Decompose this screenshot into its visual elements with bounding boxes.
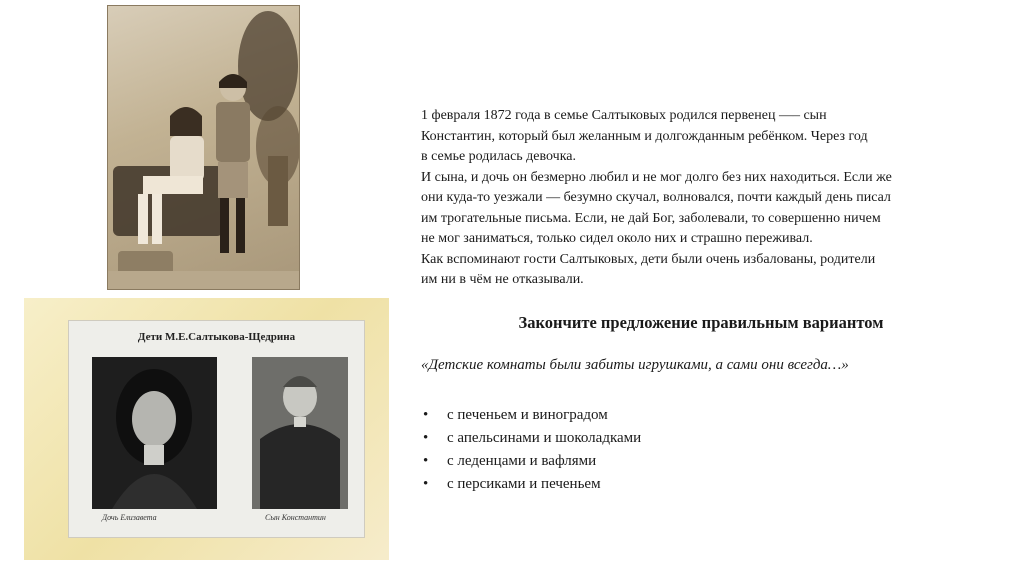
- answer-options: [421, 404, 641, 496]
- answer-option[interactable]: • с леденцами и вафлями: [421, 450, 641, 473]
- answer-option[interactable]: • с печеньем и виноградом: [421, 404, 641, 427]
- caption-daughter: Дочь Елизавета: [102, 513, 157, 522]
- daughter-portrait: [92, 357, 217, 509]
- portraits-title: Дети М.Е.Салтыкова-Щедрина: [137, 331, 296, 343]
- intro-line: не мог заниматься, только сидел около них и страшно переживал.: [421, 231, 813, 246]
- intro-line: 1 февраля 1872 года в семье Салтыковых родился первенец —– сын: [421, 108, 827, 123]
- intro-line: Как вспоминают гости Салтыковых, дети были очень избалованы, родители: [421, 251, 876, 267]
- answer-option[interactable]: • с персиками и печеньем: [421, 473, 641, 496]
- intro-line: И сына, и дочь он безмерно любил и не мог долго без них находиться. Если же: [421, 169, 892, 185]
- answer-option[interactable]: • с апельсинами и шоколадками: [421, 427, 641, 450]
- intro-text: [421, 106, 991, 291]
- children-portraits-slide: [24, 298, 389, 560]
- portraits-frame: [68, 320, 365, 538]
- intro-line: они куда-то уезжали — безумно скучал, волновался, почти каждый день писал: [421, 190, 891, 205]
- intro-line: в семье родилась девочка.: [421, 149, 577, 164]
- caption-son: Сын Константин: [265, 513, 326, 522]
- son-portrait: [252, 357, 348, 509]
- intro-line: Константин, который был желанным и долгожданным ребёнком. Через год: [421, 128, 868, 144]
- intro-line: им ни в чём не отказывали.: [421, 272, 584, 287]
- question-heading: Закончите предложение правильным вариантом: [518, 313, 884, 332]
- intro-line: им трогательные письма. Если, не дай Бог, заболевали, то совершенно ничем: [421, 210, 881, 226]
- children-sepia-photo: [107, 5, 300, 290]
- quote-text: «Детские комнаты были забиты игрушками, а сами они всегда…»: [421, 357, 849, 373]
